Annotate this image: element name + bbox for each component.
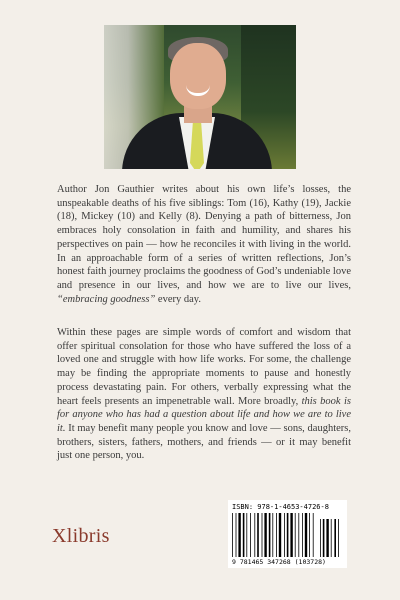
publisher-logo: Xlibris xyxy=(52,525,110,547)
paragraph-2-text-end: It may benefit many people you know and love — sons, daughters, brothers, sisters, fathers, mothers, and friends — or it may benefit just one person, you. xyxy=(57,422,351,462)
barcode-bars xyxy=(232,513,343,557)
isbn-label: ISBN: 978-1-4653-4726-8 xyxy=(232,503,329,511)
barcode-digits xyxy=(232,558,326,566)
barcode-main-digits: 9 781465 347268 xyxy=(232,558,291,566)
barcode-box xyxy=(228,500,347,568)
author-photo xyxy=(104,25,296,169)
paragraph-1-emphasis: “embracing goodness” xyxy=(57,293,156,305)
paragraph-2-emphasis: this book is for anyone who has had a question about life and how we are to live it. xyxy=(57,395,351,434)
description-paragraph-1 xyxy=(57,183,351,306)
barcode-addon-digits: (103728) xyxy=(294,558,326,566)
description-paragraph-2 xyxy=(57,326,351,463)
paragraph-1-text-end: every day. xyxy=(155,293,201,305)
paragraph-1-text: Author Jon Gauthier writes about his own life’s losses, the unspeakable deaths of his five siblings: Tom (16), Kathy (19), Jackie (18), Mickey (10) and Kelly (8). Denying a path of bitterness, Jon embraces holy consolation in faith and humility, and shares his perspectives on pain — how he reconciles it with living in the world. In an approachable form of a series of written reflections, Jon’s honest faith journey proclaims the goodness of God’s undeniable love and presence in our lives, and how we are to live our lives, xyxy=(57,184,351,291)
paragraph-2-text: Within these pages are simple words of comfort and wisdom that offer spiritual consolation for those who have suffered the loss of a loved one and struggle with how life works. For some, the challenge may be finding the appropriate moments to pause and honestly process devastating pain. For others, verbally expressing what the heart feels presents an impenetrable wall. More broadly, xyxy=(57,327,351,407)
